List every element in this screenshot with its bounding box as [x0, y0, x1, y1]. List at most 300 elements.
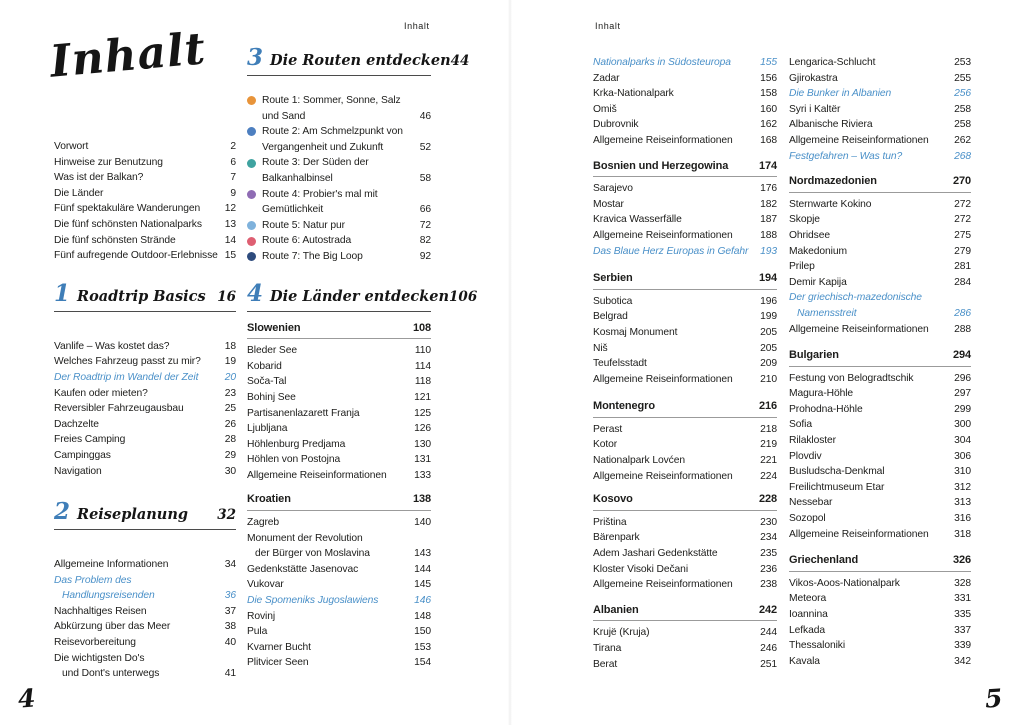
toc-entry [247, 390, 431, 406]
entry-label: Allgemeine Reiseinformationen [593, 470, 733, 482]
entry-page-number: 23 [224, 387, 236, 399]
toc-entry [593, 657, 777, 673]
entry-label: Subotica [593, 295, 633, 307]
entry-page-number: 72 [419, 219, 431, 231]
entry-label: Teufelsstadt [593, 358, 647, 370]
toc-entry [789, 417, 971, 433]
entry-label: Krujë (Kruja) [593, 627, 650, 639]
toc-entry [789, 623, 971, 639]
entry-label: Plitvicer Seen [247, 657, 309, 669]
entry-page-number: 131 [414, 454, 431, 466]
toc-entry [789, 290, 971, 306]
entry-label: Hinweise zur Benutzung [54, 156, 163, 168]
toc-entry [789, 71, 971, 87]
entry-page-number: 253 [954, 57, 971, 68]
entry-label: Soča-Tal [247, 376, 287, 388]
entry-label: Zadar [593, 72, 620, 84]
toc-column-2 [247, 44, 478, 671]
entry-label: Dubrovnik [593, 119, 639, 131]
route-dot-icon [247, 237, 256, 246]
entry-label: Kaufen oder mieten? [54, 387, 148, 399]
entry-label: und Dont's unterwegs [62, 668, 160, 680]
entry-label: Allgemeine Informationen [54, 559, 169, 571]
entry-page-number: 40 [224, 637, 236, 649]
entry-page-number: 6 [230, 156, 236, 168]
entry-page-number: 331 [954, 593, 971, 605]
country-page-number: 228 [758, 493, 777, 506]
country-page-number: 294 [952, 349, 971, 362]
entry-label: Partisanenlazarett Franja [247, 407, 360, 419]
country-heading [593, 492, 777, 511]
entry-page-number: 110 [414, 345, 431, 357]
toc-entry [54, 186, 236, 202]
toc-entry [54, 651, 236, 667]
entry-label: Welches Fahrzeug passt zu mir? [54, 356, 201, 368]
toc-entry [789, 86, 971, 102]
section-number: 1 [54, 279, 71, 307]
spacer [789, 542, 971, 553]
section-heading [54, 279, 236, 312]
route-entry [247, 233, 431, 249]
entry-label: Der griechisch-mazedonische [789, 292, 922, 304]
country-label: Kroatien [247, 493, 291, 506]
entry-page-number: 256 [954, 88, 971, 100]
entry-label: Handlungsreisenden [62, 590, 155, 602]
entry-label: Fünf aufregende Outdoor-Erlebnisse [54, 250, 218, 262]
toc-entry [54, 557, 236, 573]
toc-entry [789, 197, 971, 213]
section-page-number: 16 [217, 288, 236, 305]
toc-entry [54, 233, 236, 249]
country-page-number: 174 [758, 159, 777, 172]
toc-entry [593, 228, 777, 244]
entry-label: der Bürger von Moslavina [255, 548, 370, 560]
entry-label: Die fünf schönsten Strände [54, 234, 176, 246]
entry-label: Kotor [593, 439, 618, 451]
toc-entry [593, 133, 777, 149]
entry-label: Lefkada [789, 624, 825, 636]
entry-page-number: 337 [954, 624, 971, 636]
entry-label: Rilakloster [789, 435, 836, 447]
entry-page-number: 9 [230, 187, 236, 199]
toc-entry [54, 401, 236, 417]
toc-entry [54, 635, 236, 651]
route-dot-icon [247, 190, 256, 199]
entry-page-number: 133 [414, 469, 431, 481]
section-heading [247, 44, 470, 76]
entry-page-number: 92 [419, 250, 431, 262]
toc-entry [789, 133, 971, 149]
entry-page-number: 286 [954, 307, 971, 319]
entry-label: und Sand [262, 110, 306, 122]
entry-page-number: 58 [419, 172, 431, 184]
entry-page-number: 34 [224, 559, 236, 571]
spacer [789, 337, 971, 348]
spacer [593, 387, 777, 399]
entry-page-number: 218 [760, 423, 777, 435]
toc-entry [247, 593, 431, 609]
page-gutter [508, 0, 512, 725]
entry-page-number: 176 [760, 183, 777, 195]
entry-page-number: 145 [414, 579, 431, 591]
entry-label: Monument der Revolution [247, 532, 363, 544]
entry-label: Route 1: Sommer, Sonne, Salz [262, 95, 401, 106]
entry-page-number: 130 [414, 438, 431, 450]
spacer [593, 593, 777, 603]
entry-page-number: 219 [760, 439, 777, 451]
toc-entry [247, 577, 431, 593]
entry-page-number: 144 [414, 563, 431, 575]
entry-label: Pula [247, 626, 268, 638]
entry-page-number: 18 [224, 340, 236, 352]
entry-page-number: 15 [224, 250, 236, 262]
toc-entry [789, 244, 971, 260]
spacer [247, 265, 431, 282]
entry-label: Ioannina [789, 609, 828, 620]
toc-entry [247, 655, 431, 671]
entry-page-number: 275 [954, 229, 971, 241]
entry-label: Bohinj See [247, 391, 296, 403]
entry-label: Vikos-Aoos-Nationalpark [789, 577, 900, 589]
entry-page-number: 205 [760, 342, 777, 354]
entry-label: Allgemeine Reiseinformationen [789, 134, 929, 146]
toc-entry [789, 55, 971, 71]
entry-page-number: 66 [419, 204, 431, 216]
toc-entry [789, 591, 971, 607]
section-title: Die Länder entdecken [270, 287, 450, 305]
country-heading [789, 348, 971, 367]
entry-page-number: 300 [954, 419, 971, 431]
country-page-number: 194 [758, 272, 777, 285]
entry-label: Balkanhalbinsel [262, 172, 333, 184]
toc-entry [593, 422, 777, 438]
toc-entry [54, 201, 236, 217]
toc-entry [789, 212, 971, 228]
country-heading [593, 399, 777, 418]
entry-page-number: 246 [760, 643, 777, 654]
entry-page-number: 25 [224, 403, 236, 415]
toc-entry [593, 562, 777, 578]
entry-page-number: 126 [414, 423, 431, 435]
toc-column-4 [789, 55, 971, 669]
toc-entry [54, 619, 236, 635]
toc-entry [54, 464, 236, 480]
entry-label: Kvarner Bucht [247, 641, 311, 653]
toc-entry [593, 372, 777, 388]
section-number: 4 [247, 279, 264, 307]
country-heading [593, 159, 777, 178]
entry-page-number: 251 [760, 658, 777, 670]
entry-page-number: 306 [954, 450, 971, 462]
entry-label: Berat [593, 658, 618, 670]
toc-entry [247, 640, 431, 656]
entry-page-number: 52 [419, 141, 431, 153]
entry-page-number: 238 [760, 579, 777, 591]
toc-entry [54, 339, 236, 355]
entry-page-number: 258 [954, 103, 971, 115]
entry-page-number: 310 [954, 466, 971, 478]
running-header-right: Inhalt [595, 21, 621, 31]
country-heading [789, 174, 971, 193]
toc-entry [593, 117, 777, 133]
toc-entry [54, 588, 236, 604]
entry-page-number: 262 [954, 134, 971, 146]
entry-label: Vanlife – Was kostet das? [54, 340, 170, 352]
entry-label: Navigation [54, 465, 102, 477]
entry-label: Fünf spektakuläre Wanderungen [54, 203, 201, 215]
spacer [593, 484, 777, 492]
entry-label: Gedenkstätte Jasenovac [247, 563, 359, 575]
entry-page-number: 288 [954, 323, 971, 335]
entry-label: Sofia [789, 419, 812, 431]
entry-label: Omiš [593, 103, 617, 115]
entry-label: Vorwort [54, 141, 89, 152]
spacer [247, 483, 431, 492]
entry-page-number: 210 [760, 373, 777, 385]
toc-entry [789, 259, 971, 275]
entry-label: Route 2: Am Schmelzpunkt von [262, 126, 403, 138]
toc-entry [593, 86, 777, 102]
entry-label: Namensstreit [797, 307, 857, 319]
entry-page-number: 235 [760, 548, 777, 560]
entry-label: Magura-Höhle [789, 388, 854, 400]
country-label: Montenegro [593, 400, 655, 413]
entry-label: Rovinj [247, 610, 276, 622]
entry-page-number: 205 [760, 326, 777, 338]
toc-entry [54, 170, 236, 186]
entry-label: Lengarica-Schlucht [789, 57, 876, 68]
page-number-left: 4 [17, 683, 37, 714]
entry-label: Allgemeine Reiseinformationen [593, 579, 733, 591]
toc-entry [593, 515, 777, 531]
route-dot-icon [247, 252, 256, 261]
entry-label: Plovdiv [789, 450, 822, 462]
toc-entry [789, 102, 971, 118]
section-number: 2 [54, 498, 71, 526]
toc-entry [247, 562, 431, 578]
entry-label: Die wichtigsten Do's [54, 652, 145, 664]
toc-entry [789, 449, 971, 465]
country-label: Bosnien und Herzegowina [593, 159, 729, 172]
toc-entry [593, 55, 777, 71]
entry-label: Zagreb [247, 517, 280, 529]
entry-page-number: 339 [954, 640, 971, 652]
entry-page-number: 258 [954, 119, 971, 131]
toc-entry [54, 432, 236, 448]
route-entry [247, 187, 431, 203]
toc-entry [593, 181, 777, 197]
spacer [593, 149, 777, 159]
entry-label: Die fünf schönsten Nationalparks [54, 218, 202, 230]
entry-page-number: 335 [954, 609, 971, 620]
entry-label: Reisevorbereitung [54, 637, 136, 649]
section-title: Die Routen entdecken [270, 52, 451, 69]
toc-entry [789, 511, 971, 527]
toc-entry [593, 453, 777, 469]
entry-page-number: 160 [760, 103, 777, 115]
entry-page-number: 114 [414, 360, 431, 372]
entry-label: Nessebar [789, 497, 833, 509]
entry-page-number: 236 [760, 563, 777, 575]
toc-entry [789, 386, 971, 402]
entry-page-number: 193 [760, 245, 777, 257]
entry-page-number: 255 [954, 72, 971, 84]
toc-entry [593, 244, 777, 260]
entry-label: Gjirokastra [789, 72, 838, 84]
spacer [593, 259, 777, 271]
entry-page-number: 30 [224, 465, 236, 477]
entry-page-number: 187 [760, 214, 777, 226]
country-heading [247, 321, 431, 340]
entry-page-number: 272 [954, 214, 971, 226]
entry-label: Kavala [789, 655, 820, 667]
entry-page-number: 146 [414, 595, 431, 607]
entry-page-number: 299 [954, 403, 971, 415]
toc-entry [247, 171, 431, 187]
entry-label: Albanische Riviera [789, 119, 873, 131]
section-heading [247, 279, 478, 312]
route-entry [247, 249, 431, 265]
running-header-left: Inhalt [404, 21, 430, 31]
toc-entry [54, 248, 236, 264]
toc-entry [789, 576, 971, 592]
entry-label: Reversibler Fahrzeugausbau [54, 403, 184, 415]
country-label: Slowenien [247, 321, 301, 334]
entry-label: Route 4: Probier's mal mit [262, 188, 378, 200]
section-heading [54, 500, 236, 530]
entry-page-number: 196 [760, 295, 777, 307]
entry-label: Kravica Wasserfälle [593, 214, 682, 226]
toc-entry [54, 417, 236, 433]
entry-page-number: 29 [224, 449, 236, 461]
entry-label: Krka-Nationalpark [593, 88, 674, 100]
toc-entry [54, 370, 236, 386]
toc-entry [593, 294, 777, 310]
entry-label: Ljubljana [247, 423, 288, 435]
country-page-number: 326 [952, 554, 971, 567]
entry-label: Festung von Belogradtschik [789, 372, 914, 384]
entry-label: Route 6: Autostrada [262, 235, 352, 247]
toc-entry [789, 464, 971, 480]
entry-page-number: 19 [224, 356, 236, 368]
entry-page-number: 244 [760, 627, 777, 639]
toc-entry [247, 609, 431, 625]
entry-page-number: 284 [954, 276, 971, 288]
page-number-right: 5 [983, 683, 1003, 714]
route-entry [247, 124, 431, 140]
spacer [789, 164, 971, 174]
country-page-number: 242 [758, 603, 777, 616]
entry-page-number: 2 [230, 141, 236, 152]
toc-entry [247, 452, 431, 468]
entry-page-number: 296 [954, 372, 971, 384]
entry-label: Tirana [593, 643, 622, 654]
toc-entry [789, 306, 971, 322]
entry-page-number: 312 [954, 481, 971, 493]
toc-entry [54, 448, 236, 464]
toc-entry [789, 371, 971, 387]
country-heading [593, 271, 777, 290]
entry-label: Das Problem des [54, 574, 132, 586]
entry-label: Demir Kapija [789, 276, 847, 288]
entry-label: Vergangenheit und Zukunft [262, 141, 384, 153]
toc-entry [789, 322, 971, 338]
entry-page-number: 281 [954, 261, 971, 273]
entry-label: Busludscha-Denkmal [789, 466, 885, 478]
toc-entry [593, 309, 777, 325]
entry-label: Niš [593, 342, 608, 354]
toc-entry [593, 546, 777, 562]
entry-label: Kloster Visoki Dečani [593, 563, 689, 575]
entry-page-number: 13 [224, 218, 236, 230]
entry-label: Höhlen von Postojna [247, 454, 341, 466]
entry-label: Vukovar [247, 579, 284, 591]
entry-page-number: 14 [224, 234, 236, 246]
section-page-number: 44 [450, 53, 470, 69]
toc-entry [593, 212, 777, 228]
route-entry [247, 155, 431, 171]
entry-label: Belgrad [593, 311, 628, 323]
toc-entry [247, 546, 431, 562]
entry-label: Höhlenburg Predjama [247, 438, 346, 450]
country-heading [247, 492, 431, 511]
toc-entry [247, 515, 431, 531]
toc-entry [789, 228, 971, 244]
entry-label: Bleder See [247, 345, 297, 357]
spacer [54, 530, 236, 557]
section-title: Roadtrip Basics [77, 287, 206, 305]
entry-label: Gemütlichkeit [262, 204, 324, 216]
entry-label: Allgemeine Reiseinformationen [789, 323, 929, 335]
entry-label: Syri i Kaltër [789, 103, 841, 115]
country-page-number: 216 [758, 400, 777, 413]
route-dot-icon [247, 221, 256, 230]
toc-entry [54, 666, 236, 682]
toc-entry [247, 140, 431, 156]
toc-entry [593, 341, 777, 357]
section-page-number: 32 [217, 507, 236, 524]
entry-page-number: 46 [419, 110, 431, 122]
route-entry [247, 93, 431, 109]
entry-label: Nationalpark Lovćen [593, 455, 685, 467]
toc-entry [789, 654, 971, 670]
entry-page-number: 148 [414, 610, 431, 622]
entry-page-number: 37 [224, 605, 236, 617]
entry-label: Adem Jashari Gedenkstätte [593, 548, 718, 560]
entry-label: Route 7: The Big Loop [262, 250, 363, 262]
entry-page-number: 279 [954, 245, 971, 257]
country-label: Bulgarien [789, 349, 839, 362]
section-title: Reiseplanung [77, 506, 188, 524]
entry-label: Route 5: Natur pur [262, 219, 345, 231]
toc-entry [593, 625, 777, 641]
entry-label: Sternwarte Kokino [789, 198, 872, 210]
spacer [54, 264, 236, 282]
toc-entry [593, 102, 777, 118]
route-dot-icon [247, 159, 256, 168]
entry-page-number: 41 [224, 668, 236, 680]
entry-page-number: 121 [414, 391, 431, 403]
entry-page-number: 316 [954, 513, 971, 525]
entry-page-number: 342 [954, 655, 971, 667]
toc-entry [593, 325, 777, 341]
entry-label: Mostar [593, 198, 624, 210]
toc-entry [789, 607, 971, 623]
entry-label: Nationalparks in Südosteuropa [593, 57, 731, 68]
toc-entry [593, 71, 777, 87]
entry-label: Kosmaj Monument [593, 326, 678, 338]
entry-label: Skopje [789, 214, 820, 226]
